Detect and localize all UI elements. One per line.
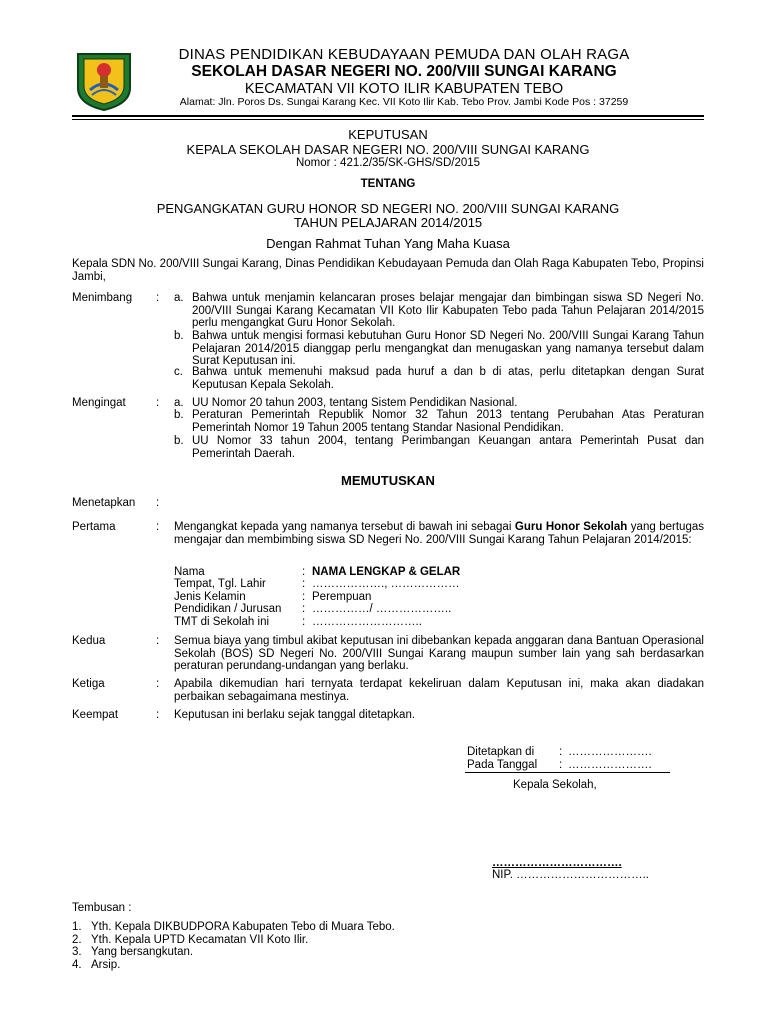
ditetapkan-value: ………………….: [568, 746, 652, 758]
mengingat-label: Mengingat: [72, 397, 126, 409]
menimbang-a: Bahwa untuk menjamin kelancaran proses belajar mengajar dan bimbingan siswa SD Negeri No. 200/VIII Sungai Karang Kecamatan VII Koto Ilir Kabupaten Tebo pada Tahun Pelajaran 2014/2015 perlu mengangkat Guru Honor Sekolah.: [192, 292, 704, 329]
identity-birth-label: Tempat, Tgl. Lahir: [174, 578, 266, 590]
pertama-text: [174, 521, 704, 546]
signatory-name: …………………………….: [492, 857, 622, 869]
menetapkan-colon: :: [156, 497, 160, 509]
identity-tmt-label: TMT di Sekolah ini: [174, 616, 270, 628]
tembusan-text: Yang bersangkutan.: [91, 946, 194, 958]
mengingat-c: UU Nomor 33 tahun 2004, tentang Perimbangan Keuangan antara Pemerintah Pusat dan Pemerintah Daerah.: [192, 435, 704, 460]
menimbang-b: Bahwa untuk mengisi formasi kebutuhan Guru Honor SD Negeri No. 200/VIII Sungai Karang Tahun Pelajaran 2014/2015 dianggap perlu mengangkat dan menugaskan yang namanya tersebut dalam Surat Keputusan ini.: [192, 330, 704, 367]
letterhead-address: Alamat: Jln. Poros Ds. Sungai Karang Kec. VII Koto Ilir Kab. Tebo Prov. Jambi Kode Pos : 37259: [179, 96, 629, 108]
tembusan-text: Yth. Kepala UPTD Kecamatan VII Koto Ilir.: [91, 933, 309, 946]
pertama-text-before: Mengangkat kepada yang namanya tersebut di bawah ini sebagai: [174, 521, 515, 533]
list-item: [72, 934, 395, 947]
identity-education-colon: :: [302, 603, 306, 615]
decree-tentang: TENTANG: [360, 178, 416, 190]
tanggal-label: Pada Tanggal: [467, 759, 538, 771]
kedua-colon: :: [156, 635, 160, 647]
keempat-text: Keputusan ini berlaku sejak tanggal ditetapkan.: [174, 709, 416, 721]
identity-tmt-colon: :: [302, 616, 306, 628]
tembusan-no: 2.: [72, 933, 82, 946]
menimbang-c: Bahwa untuk memenuhi maksud pada huruf a dan b di atas, perlu ditetapkan dengan Surat Keputusan Kepala Sekolah.: [192, 366, 704, 391]
mengingat-b-marker: b.: [174, 409, 184, 421]
tanggal-value: ………………….: [568, 759, 652, 771]
mengingat-colon: :: [156, 397, 160, 409]
opening-paragraph: Kepala SDN No. 200/VIII Sungai Karang, Dinas Pendidikan Kebudayaan Pemuda dan Olah Raga Kabupaten Tebo, Propinsi Jambi,: [72, 258, 704, 283]
identity-birth-colon: :: [302, 578, 306, 590]
ketiga-colon: :: [156, 678, 160, 690]
decree-subject-line2: TAHUN PELAJARAN 2014/2015: [293, 215, 483, 230]
tembusan-no: 3.: [72, 946, 82, 958]
list-item: [72, 946, 395, 959]
ketiga-label: Ketiga: [72, 678, 105, 690]
tembusan-list: [72, 921, 395, 971]
letterhead-divider-thin: [72, 119, 704, 120]
tembusan-label: Tembusan :: [72, 902, 132, 914]
letterhead-district: KECAMATAN VII KOTO ILIR KABUPATEN TEBO: [244, 81, 564, 97]
letterhead-divider-thick: [72, 115, 704, 117]
list-item: [72, 959, 395, 972]
pertama-colon: :: [156, 521, 160, 533]
identity-tmt-value: ………………………..: [312, 616, 422, 628]
tembusan-no: 4.: [72, 958, 82, 971]
identity-education-label: Pendidikan / Jurusan: [174, 603, 282, 615]
identity-gender-value: Perempuan: [312, 591, 372, 603]
tembusan-text: Arsip.: [91, 958, 121, 971]
identity-gender-label: Jenis Kelamin: [174, 591, 246, 603]
keempat-colon: :: [156, 709, 160, 721]
identity-education-value: ……………/ ………………..: [312, 603, 452, 615]
mengingat-a: UU Nomor 20 tahun 2003, tentang Sistem Pendidikan Nasional.: [192, 397, 518, 409]
decree-issuer: KEPALA SEKOLAH DASAR NEGERI NO. 200/VIII SUNGAI KARANG: [186, 142, 590, 157]
tanggal-colon: :: [559, 759, 563, 771]
letterhead-agency: DINAS PENDIDIKAN KEBUDAYAAN PEMUDA DAN OLAH RAGA: [178, 46, 630, 63]
identity-gender-colon: :: [302, 591, 306, 603]
menetapkan-label: Menetapkan: [72, 497, 136, 509]
list-item: [72, 921, 395, 934]
mengingat-b: Peraturan Pemerintah Republik Nomor 32 Tahun 2013 tentang Perubahan Atas Peraturan Pemerintah Nomor 19 Tahun 2005 tentang Standar Nasional Pendidikan.: [192, 409, 704, 434]
ketiga-text: Apabila dikemudian hari ternyata terdapat kekeliruan dalam Keputusan ini, maka akan diadakan perbaikan sebagaimana mestinya.: [174, 678, 704, 703]
ditetapkan-colon: :: [559, 746, 563, 758]
keempat-label: Keempat: [72, 709, 119, 721]
menimbang-label: Menimbang: [72, 292, 133, 304]
decree-number: Nomor : 421.2/35/SK-GHS/SD/2015: [295, 157, 481, 169]
pertama-label: Pertama: [72, 521, 116, 533]
decree-title: KEPUTUSAN: [348, 127, 428, 142]
signatory-nip: NIP. ……………………………..: [492, 869, 649, 881]
pertama-text-bold: Guru Honor Sekolah: [514, 521, 628, 533]
ditetapkan-label: Ditetapkan di: [467, 746, 535, 758]
menimbang-a-marker: a.: [174, 292, 184, 304]
menimbang-b-marker: b.: [174, 330, 184, 342]
menimbang-colon: :: [156, 292, 160, 304]
pengesahan-underline: [465, 772, 670, 773]
mengingat-c-marker: b.: [174, 435, 184, 447]
identity-birth-value: ………………., ………………: [312, 578, 460, 590]
memutuskan-heading: MEMUTUSKAN: [341, 473, 435, 488]
tembusan-text: Yth. Kepala DIKBUDPORA Kabupaten Tebo di Muara Tebo.: [91, 921, 395, 933]
decree-subject-line1: PENGANGKATAN GURU HONOR SD NEGERI NO. 200/VIII SUNGAI KARANG: [156, 201, 620, 216]
mengingat-a-marker: a.: [174, 397, 184, 409]
decree-invocation: Dengan Rahmat Tuhan Yang Maha Kuasa: [266, 236, 510, 251]
kedua-label: Kedua: [72, 635, 106, 647]
menimbang-c-marker: c.: [174, 366, 183, 378]
kedua-text: Semua biaya yang timbul akibat keputusan ini dibebankan kepada anggaran dana Bantuan Operasional Sekolah (BOS) SD Negeri No. 200/VIII Sungai Karang maupun sumber lain yang sah berdasarkan peraturan perundang-undangan yang berlaku.: [174, 635, 704, 672]
identity-name-label: Nama: [174, 566, 205, 578]
tembusan-no: 1.: [72, 921, 82, 933]
identity-name-colon: :: [302, 566, 306, 578]
pertama-text-after: yang bertugas mengajar dan membimbing siswa SD Negeri No. 200/VIII Sungai Karang Tahun Pelajaran 2014/2015:: [174, 521, 704, 546]
signatory-title: Kepala Sekolah,: [513, 779, 597, 791]
identity-name-value: NAMA LENGKAP & GELAR: [312, 566, 461, 578]
regency-coat-of-arms-logo: [74, 48, 134, 112]
letterhead-school: SEKOLAH DASAR NEGERI NO. 200/VIII SUNGAI KARANG: [191, 63, 617, 80]
